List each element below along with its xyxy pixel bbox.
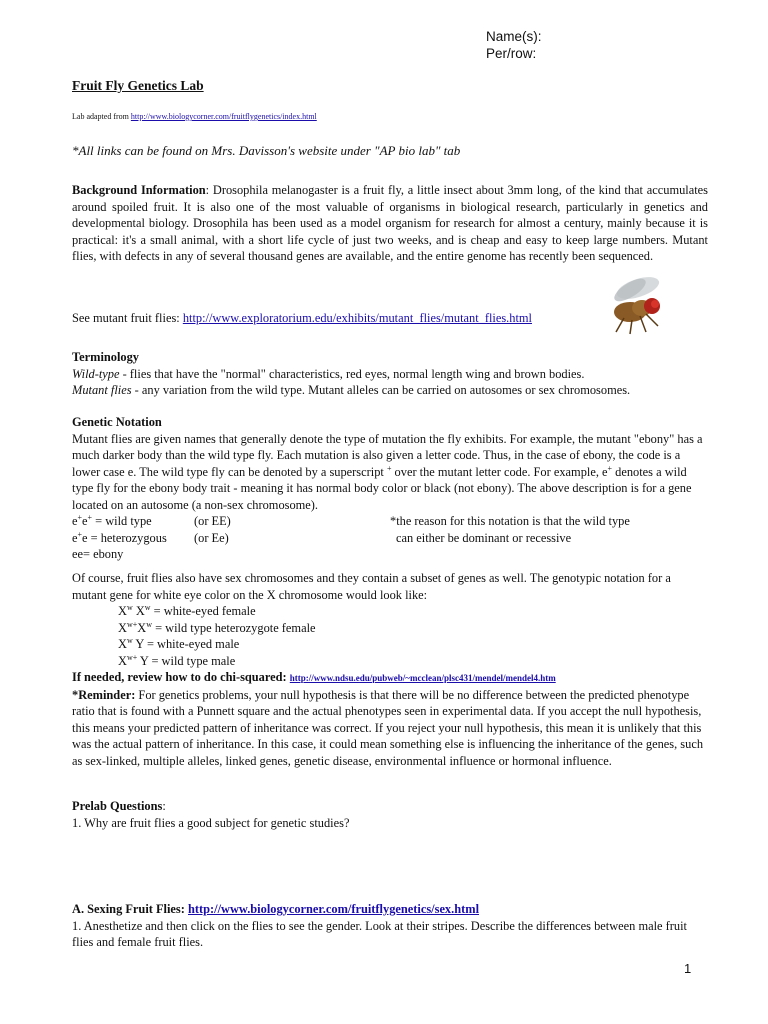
notation-row: ee= ebony — [72, 547, 124, 561]
genotype-line: $X^{w+}X^w$ = wild type heterozygote female — [118, 619, 316, 635]
prelab-section: Prelab Questions: 1. Why are fruit flies a good subject for genetic studies? — [72, 798, 708, 831]
genotype-line: $X^w$ Y = white-eyed male — [118, 635, 240, 651]
terminology-heading: Terminology — [72, 350, 140, 364]
terminology-section — [72, 349, 708, 399]
page-number: 1 — [684, 961, 692, 976]
name-block — [486, 28, 542, 62]
genetic-notation-section — [72, 414, 708, 563]
genetic-paragraph: Mutant flies are given names that generally denote the type of mutation the fly exhibits. For example, the mutant "ebony" has a much darker body than the wild type fly. Each mutation is also given a letter code. Thus, in the case of ebony, the code is a lower case e. The wild type fly can be denoted by a superscript + over the mutant letter code. For example, e+ denotes a wild type fly for the ebony body trait - meaning it has normal body color or black (not ebony). The above description is for a gene located on an autosome (a non-sex chromosome). — [72, 431, 703, 512]
prelab-question-1: 1. Why are fruit flies a good subject for genetic studies? — [72, 815, 350, 830]
fruit-fly-image — [600, 268, 672, 340]
adapted-prefix: Lab adapted from — [72, 112, 131, 121]
sexing-section — [72, 901, 708, 951]
adapted-link[interactable]: http://www.biologycorner.com/fruitflygenetics/index.html — [130, 112, 317, 121]
notation-row: e+e+ = wild type (or EE) *the reason for this notation is that the wild type — [72, 512, 630, 528]
reminder-label: *Reminder: — [72, 687, 136, 702]
sex-chromosome-paragraph: Of course, fruit flies also have sex chromosomes and they contain a subset of genes as well. The genotypic notation for a mutant gene for white eye color on the X chromosome would look like: — [72, 571, 671, 602]
row-label: Per/row: — [486, 46, 537, 61]
adapted-line — [72, 112, 317, 122]
prelab-heading: Prelab Questions — [72, 799, 163, 813]
background-section — [72, 182, 708, 265]
mutant-flies-term: Mutant flies — [72, 383, 132, 397]
wild-type-def: - flies that have the "normal" characteristics, red eyes, normal length wing and brown bodies. — [119, 366, 585, 381]
sex-chromosome-section — [72, 570, 708, 669]
sexing-link[interactable]: http://www.biologycorner.com/fruitflygenetics/sex.html — [187, 902, 480, 916]
background-text: : Drosophila melanogaster is a fruit fly, a little insect about 3mm long, of the kind that accumulates around spoiled fruit. It is also one of the most valuable of organisms in biological research, particularly in genetics and developmental biology. Drosophila has been used as a model organism for research for almost a century, mainly because it is practical: it's a small animal, with a short life cycle of just two weeks, and is cheap and easy to keep large numbers. Mutant flies, with defects in any of several thousand genes are available, and the entire genome has recently been sequenced. — [72, 183, 708, 263]
genotype-line: $X^{w+}$ Y = wild type male — [118, 652, 236, 668]
chi-label: If needed, review how to do chi-squared: — [72, 670, 290, 684]
reminder-text: For genetics problems, your null hypothesis is that there will be no difference between the predicted phenotype ratio that is found with a Punnett square and the actual phenotypes seen in experimental data. If you accept the null hypothesis, this means your predicted pattern of inheritance was correct. If you reject your null hypothesis, this mean it is unlikely that this was the actual pattern of inheritance. In this case, it could mean something else is influencing the inheritance of the genes, such as sex-linked, multiple alleles, linked genes, genetic disease, environmental influence or hormonal influence. — [72, 687, 704, 768]
genetic-heading: Genetic Notation — [72, 415, 162, 429]
sexing-heading: A. Sexing Fruit Flies: — [72, 902, 188, 916]
mutant-flies-link[interactable]: http://www.exploratorium.edu/exhibits/mutant_flies/mutant_flies.html — [182, 311, 532, 325]
mutant-flies-line — [72, 310, 592, 327]
mutant-flies-def: - any variation from the wild type. Mutant alleles can be carried on autosomes or sex chromosomes. — [131, 383, 631, 397]
names-label: Name(s): — [486, 29, 542, 44]
sexing-instructions: 1. Anesthetize and then click on the flies to see the gender. Look at their stripes. Describe the differences between male fruit flies and female fruit flies. — [72, 918, 687, 949]
mutant-label: See mutant fruit flies: — [72, 311, 183, 325]
chi-link[interactable]: http://www.ndsu.edu/pubweb/~mcclean/plsc431/mendel/mendel4.htm — [289, 673, 556, 683]
background-heading: Background Information — [72, 183, 206, 197]
links-note: *All links can be found on Mrs. Davisson's website under "AP bio lab" tab — [72, 143, 461, 158]
wild-type-term: Wild-type — [72, 366, 120, 381]
notation-row: e+e = heterozygous (or Ee) can either be dominant or recessive — [72, 529, 572, 545]
genotype-line: $X^w$ $X^w$ = white-eyed female — [118, 602, 256, 618]
chi-squared-section — [72, 669, 708, 769]
page-title: Fruit Fly Genetics Lab — [72, 78, 204, 93]
